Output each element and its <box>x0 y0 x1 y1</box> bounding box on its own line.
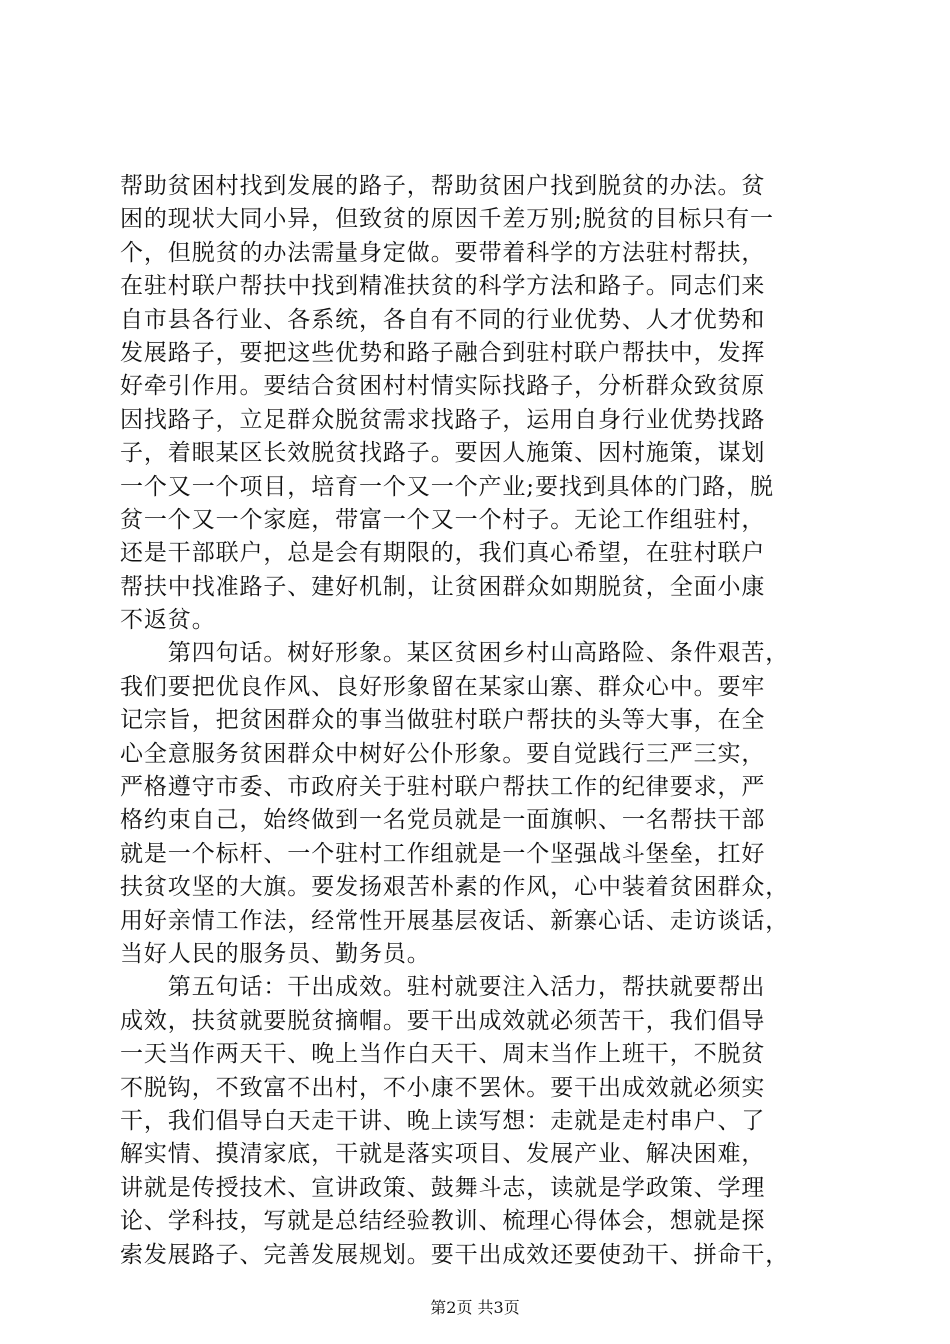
text-line: 扶贫攻坚的大旗。要发扬艰苦朴素的作风，心中装着贫困群众， <box>120 874 790 901</box>
text-line: 帮扶中找准路子、建好机制，让贫困群众如期脱贫，全面小康 <box>120 573 766 600</box>
body-text <box>120 170 840 1272</box>
text-line: 因找路子，立足群众脱贫需求找路子，运用自身行业优势找路 <box>120 406 766 433</box>
text-line: 解实情、摸清家底，干就是落实项目、发展产业、解决困难， <box>120 1141 766 1168</box>
text-line: 心全意服务贫困群众中树好公仆形象。要自觉践行三严三实， <box>120 740 766 767</box>
text-line: 帮助贫困村找到发展的路子，帮助贫困户找到脱贫的办法。贫 <box>120 173 766 199</box>
text-line: 发展路子，要把这些优势和路子融合到驻村联户帮扶中，发挥 <box>120 339 766 366</box>
text-line: 还是干部联户，总是会有期限的，我们真心希望，在驻村联户 <box>120 540 766 567</box>
text-line: 当好人民的服务员、勤务员。 <box>120 940 431 967</box>
text-line: 好牵引作用。要结合贫困村村情实际找路子，分析群众致贫原 <box>120 373 766 400</box>
text-line: 贫一个又一个家庭，带富一个又一个村子。无论工作组驻村， <box>120 506 766 533</box>
text-line: 第五句话：干出成效。驻村就要注入活力，帮扶就要帮出 <box>120 974 766 1001</box>
text-line: 就是一个标杆、一个驻村工作组就是一个坚强战斗堡垒，扛好 <box>120 840 766 867</box>
text-line: 一天当作两天干、晚上当作白天干、周末当作上班干，不脱贫 <box>120 1041 766 1068</box>
text-line: 索发展路子、完善发展规划。要干出成效还要使劲干、拼命干， <box>120 1241 790 1268</box>
text-line: 个，但脱贫的办法需量身定做。要带着科学的方法驻村帮扶， <box>120 239 766 266</box>
text-line: 格约束自己，始终做到一名党员就是一面旗帜、一名帮扶干部 <box>120 807 766 834</box>
text-line: 干，我们倡导白天走干讲、晚上读写想：走就是走村串户、了 <box>120 1107 766 1134</box>
text-line: 不脱钩，不致富不出村，不小康不罢休。要干出成效就必须实 <box>120 1074 766 1101</box>
page-footer <box>0 1297 950 1319</box>
text-line: 严格遵守市委、市政府关于驻村联户帮扶工作的纪律要求，严 <box>120 774 766 801</box>
text-line: 在驻村联户帮扶中找到精准扶贫的科学方法和路子。同志们来 <box>120 273 766 300</box>
text-line: 讲就是传授技术、宣讲政策、鼓舞斗志，读就是学政策、学理 <box>120 1174 766 1201</box>
text-line: 一个又一个项目，培育一个又一个产业;要找到具体的门路，脱 <box>120 473 774 500</box>
text-line: 子，着眼某区长效脱贫找路子。要因人施策、因村施策，谋划 <box>120 440 766 467</box>
text-line: 我们要把优良作风、良好形象留在某家山寨、群众心中。要牢 <box>120 673 766 700</box>
text-line: 第四句话。树好形象。某区贫困乡村山高路险、条件艰苦， <box>120 640 790 667</box>
text-line: 不返贫。 <box>120 607 216 634</box>
page-number: 第2页 共3页 <box>430 1298 520 1317</box>
text-line: 成效，扶贫就要脱贫摘帽。要干出成效就必须苦干，我们倡导 <box>120 1007 766 1034</box>
text-line: 用好亲情工作法，经常性开展基层夜话、新寨心话、走访谈话， <box>120 907 790 934</box>
text-line: 困的现状大同小异，但致贫的原因千差万别;脱贫的目标只有一 <box>120 206 774 233</box>
text-line: 自市县各行业、各系统，各自有不同的行业优势、人才优势和 <box>120 306 766 333</box>
text-line: 论、学科技，写就是总结经验教训、梳理心得体会，想就是探 <box>120 1208 766 1235</box>
text-line: 记宗旨，把贫困群众的事当做驻村联户帮扶的头等大事，在全 <box>120 707 766 734</box>
